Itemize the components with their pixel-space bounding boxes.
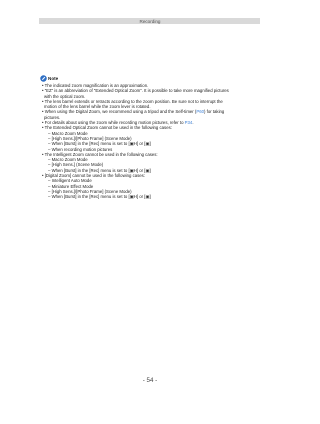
note-heading	[40, 74, 58, 82]
note-line-text: – [High Sens.]/[Photo Frame] (Scene Mode)	[48, 188, 132, 194]
note-line-text: – Macro Zoom Mode	[48, 130, 88, 136]
note-line-text: • For details about using the zoom while recording motion pictures, refer to	[42, 120, 185, 126]
note-line-text: • The Extended Optical Zoom cannot be used in the following cases:	[42, 125, 172, 131]
note-line-text: – Intelligent Auto Mode	[48, 178, 92, 184]
note-content	[40, 83, 265, 200]
note-line-text-rest: ) for taking	[204, 109, 225, 115]
page-number: - 54 -	[142, 377, 158, 384]
note-line-text: • The Intelligent Zoom cannot be used in the following cases:	[42, 151, 158, 157]
note-line-text: • The lens barrel extends or retracts according to the zoom position. Be sure not to interrupt the	[42, 98, 223, 104]
note-line-text: – [High Sens.]/[Photo Frame] (Scene Mode)	[48, 135, 132, 141]
note-line-text: with the optical zoom.	[44, 93, 86, 99]
note-line-text: – When [Burst] in the [Rec] menu is set to [▣H] or [▣]	[48, 194, 151, 200]
note-line-text: – When recording motion pictures	[48, 146, 113, 152]
note-line-text: motion of the lens barrel while the zoom lever is rotated.	[44, 104, 151, 110]
note-line-text-rest: .	[192, 120, 194, 126]
note-line-text: pictures.	[44, 114, 61, 120]
page-reference-link[interactable]: P60	[196, 109, 205, 115]
note-line-text: • “EZ” is an abbreviation of “Extended Optical Zoom”. It is possible to take more magnified pictures	[42, 88, 229, 94]
note-line-text: – [High Sens.] (Scene Mode)	[48, 162, 104, 168]
note-line-text: • [Digital Zoom] cannot be used in the following cases:	[42, 173, 146, 179]
note-line	[40, 194, 265, 199]
note-line-text: • When using the Digital Zoom, we recommend using a tripod and the Self-timer (	[42, 109, 197, 115]
note-title: Note	[48, 75, 59, 81]
page-reference-link[interactable]: P34	[184, 120, 193, 126]
note-line-text: – Miniature Effect Mode	[48, 183, 94, 189]
note-line-text: – When [Burst] in the [Rec] menu is set to [▣H] or [▣]	[48, 167, 151, 173]
note-pencil-icon	[40, 75, 47, 82]
note-line-text: • The indicated zoom magnification is an approximation.	[42, 83, 149, 88]
note-line-text: – Macro Zoom Mode	[48, 157, 88, 163]
section-header-label: Recording	[139, 19, 161, 24]
note-line-text: – When [Burst] in the [Rec] menu is set to [▣H] or [▣]	[48, 141, 151, 147]
